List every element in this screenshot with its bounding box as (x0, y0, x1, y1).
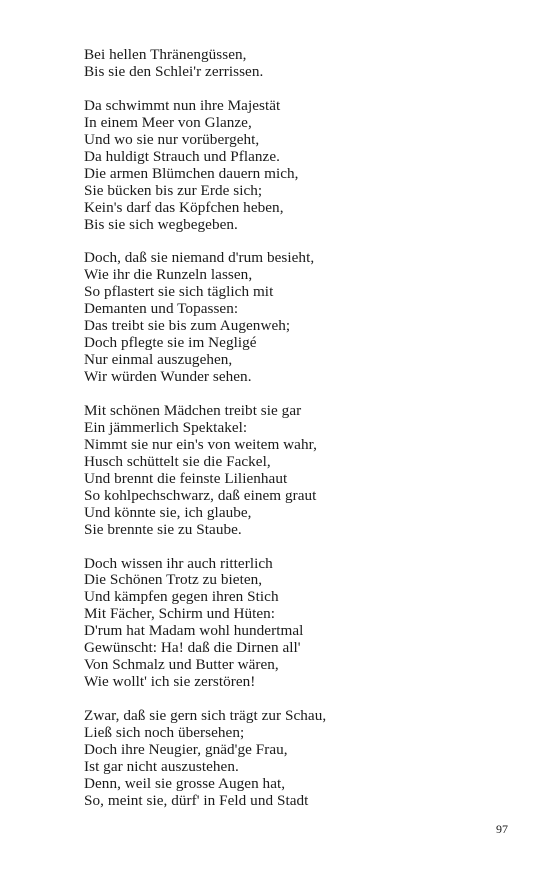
page-number: 97 (496, 822, 508, 836)
poem-line: Demanten und Topassen: (84, 300, 239, 318)
poem-text (84, 47, 504, 810)
poem-line: Sie brennte sie zu Staube. (84, 520, 242, 538)
poem-line: Die Schönen Trotz zu bieten, (84, 571, 263, 589)
stanza-1 (84, 47, 504, 81)
poem-line: D'rum hat Madam wohl hundertmal (84, 622, 304, 640)
poem-line: Doch wissen ihr auch ritterlich (84, 554, 273, 572)
poem-line: Da schwimmt nun ihre Majestät (84, 96, 281, 114)
poem-line: Nimmt sie nur ein's von weitem wahr, (84, 435, 317, 453)
poem-line: Da huldigt Strauch und Pflanze. (84, 147, 280, 165)
stanza-2 (84, 98, 504, 234)
poem-line: Ein jämmerlich Spektakel: (84, 418, 248, 436)
stanza-4 (84, 403, 504, 539)
stanza-5 (84, 556, 504, 692)
poem-line: Von Schmalz und Butter wären, (84, 656, 279, 674)
poem-line: Mit schönen Mädchen treibt sie gar (84, 401, 302, 419)
poem-line: Zwar, daß sie gern sich trägt zur Schau, (84, 707, 327, 725)
poem-line: Denn, weil sie grosse Augen hat, (84, 774, 286, 792)
poem-line: Wir würden Wunder sehen. (84, 368, 252, 386)
poem-line: Doch ihre Neugier, gnäd'ge Frau, (84, 741, 288, 758)
poem-line: Mit Fächer, Schirm und Hüten: (84, 605, 276, 623)
poem-line: Wie wollt' ich sie zerstören! (84, 673, 256, 691)
poem-line: Bei hellen Thränengüssen, (84, 46, 247, 63)
poem-line: Wie ihr die Runzeln lassen, (84, 266, 253, 284)
poem-line: Und wo sie nur vorübergeht, (84, 130, 260, 148)
stanza-6 (84, 708, 504, 810)
poem-line: Und kämpfen gegen ihren Stich (84, 588, 279, 606)
poem-line: So, meint sie, dürf' in Feld und Stadt (84, 791, 309, 809)
poem-line: Und brennt die feinste Lilienhaut (84, 469, 288, 487)
poem-line: In einem Meer von Glanze, (84, 113, 252, 131)
poem-line: Das treibt sie bis zum Augenweh; (84, 317, 291, 335)
poem-line: Husch schüttelt sie die Fackel, (84, 452, 271, 470)
poem-line: Nur einmal auszugehen, (84, 351, 233, 369)
poem-line: Gewünscht: Ha! daß die Dirnen all' (84, 639, 301, 657)
poem-line: Die armen Blümchen dauern mich, (84, 164, 299, 182)
poem-line: Kein's darf das Köpfchen heben, (84, 198, 284, 216)
poem-line: Bis sie sich wegbegeben. (84, 215, 238, 233)
poem-line: So kohlpechschwarz, daß einem graut (84, 486, 317, 504)
poem-line: Doch, daß sie niemand d'rum besieht, (84, 249, 315, 267)
poem-line: Bis sie den Schlei'r zerrissen. (84, 62, 264, 80)
poem-line: Und könnte sie, ich glaube, (84, 503, 252, 521)
poem-line: Ließ sich noch übersehen; (84, 724, 245, 742)
poem-line: Ist gar nicht auszustehen. (84, 757, 239, 775)
stanza-3 (84, 250, 504, 386)
poem-line: Doch pflegte sie im Negligé (84, 334, 257, 352)
poem-line: So pflastert sie sich täglich mit (84, 283, 274, 301)
poem-line: Sie bücken bis zur Erde sich; (84, 181, 263, 199)
